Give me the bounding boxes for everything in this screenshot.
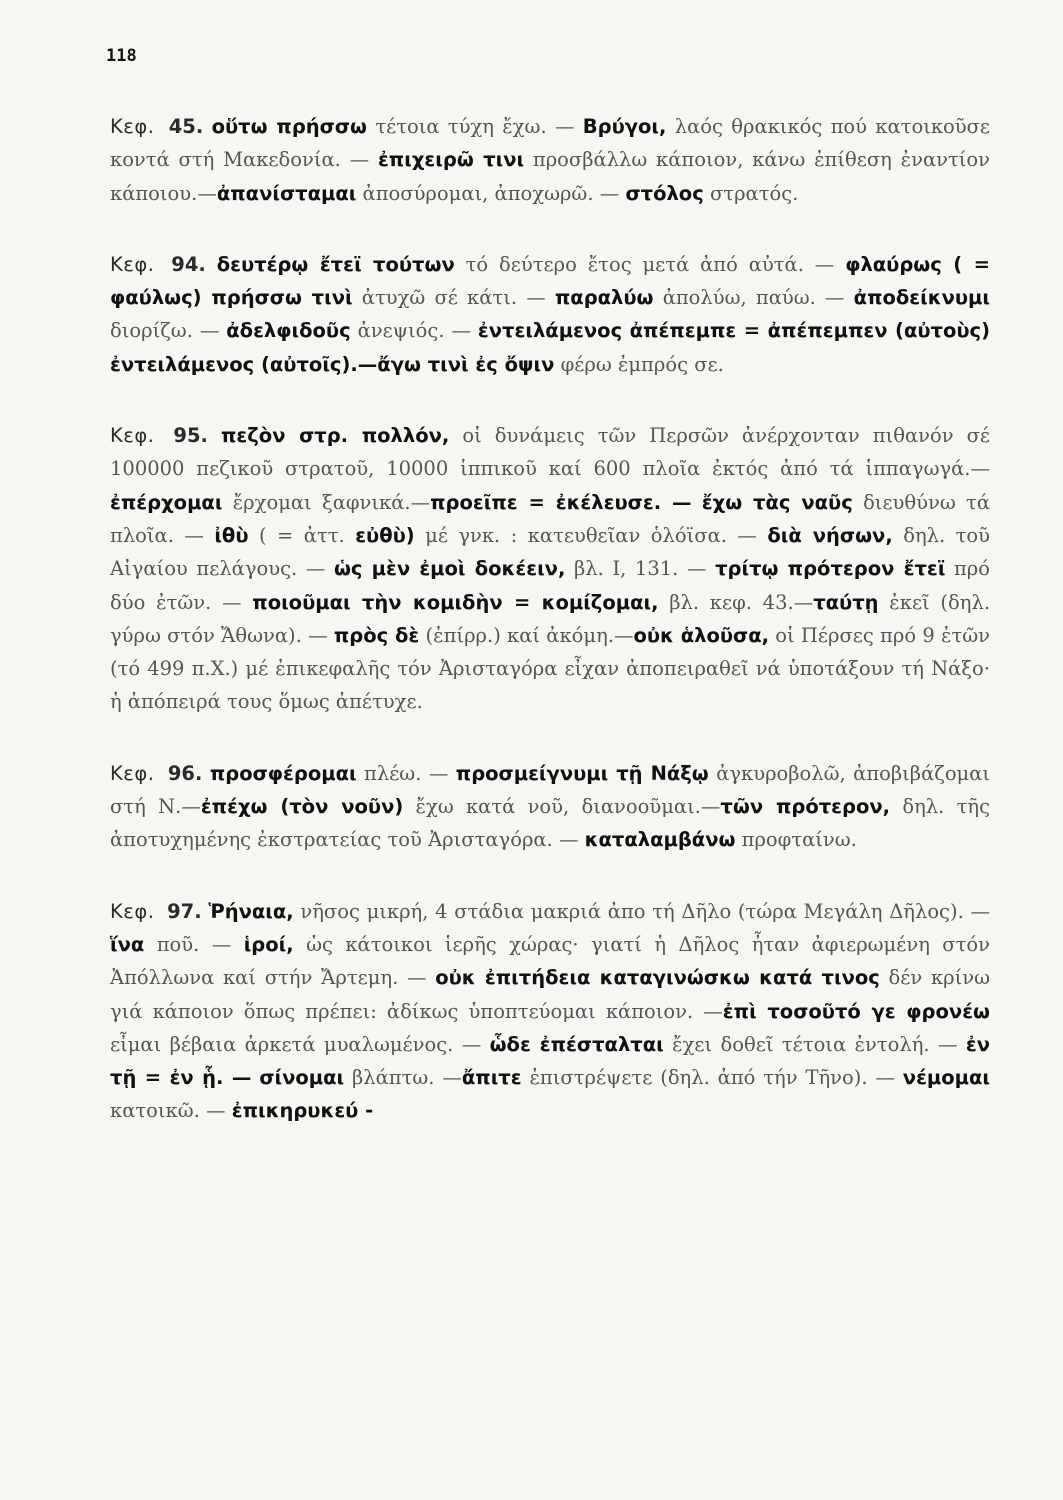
gloss-text: διορίζω. — [110, 319, 227, 343]
lemma: ἐπιχειρῶ τινι [377, 148, 525, 172]
chapter-number: 95. [173, 424, 208, 448]
lemma: ὡς μὲν ἐμοὶ δοκέειν, [333, 557, 566, 581]
entry-paragraph [110, 895, 990, 1128]
lemma: ἄπιτε [461, 1066, 522, 1090]
gloss-text: πρό δύο ἐτῶν. — [110, 557, 990, 614]
lemma: οὐκ ἐπιτήδεια καταγινώσκω κατά τινος [435, 966, 880, 990]
gloss-text: βλ. κεφ. 43.— [669, 590, 814, 614]
lemma: Ῥήναια, [208, 899, 294, 923]
lemma: ἐπέρχομαι [110, 490, 223, 514]
chapter-entry [110, 757, 990, 857]
page-number: 118 [106, 46, 137, 66]
lemma: ἐπέχω (τὸν νοῦν) [200, 795, 404, 819]
chapter-label: Κεφ. [110, 252, 155, 276]
entry-paragraph [110, 110, 990, 210]
lemma: ἀδελφιδοῦς [226, 319, 351, 343]
lemma: στόλος [625, 181, 704, 205]
gloss-text: ὡς κάτοικοι ἱερῆς χώρας· γιατί ἡ Δῆλος ἦταν ἀφιερωμένη στόν Ἀπόλλωνα καί στήν Ἄρτεμη. — [110, 932, 990, 990]
lemma: ἐπικηρυκεύ - [231, 1099, 374, 1123]
lemma: παραλύω [554, 286, 654, 310]
gloss-text: νῆσος μικρή, 4 στάδια μακριά ἀπο τή Δῆλο (τώρα Μεγάλη Δῆλος). — [300, 899, 990, 923]
chapter-entry [110, 248, 990, 381]
gloss-text: λαός θρακικός πού κατοικοῦσε κοντά στή Μακεδονία. — [110, 115, 991, 172]
gloss-text: ἀγκυροβολῶ, ἀποβιβάζομαι στή Ν.— [110, 761, 991, 819]
lemma: σίνομαι [259, 1066, 345, 1090]
gloss-text: ἔχω κατά νοῦ, διανοοῦμαι.— [415, 795, 721, 819]
gloss-text: προσβάλλω κάποιον, κάνω ἐπίθεση ἐναντίον κάποιου.— [110, 148, 991, 205]
chapter-entry [110, 110, 990, 210]
lemma: νέμομαι [902, 1066, 991, 1090]
gloss-text: δηλ. τῆς ἀποτυχημένης ἐκστρατείας τοῦ Ἀρισταγόρα. — [110, 795, 990, 852]
lemma: ταύτῃ [813, 590, 879, 614]
lemma: πρὸς δὲ [333, 623, 420, 647]
gloss-text: ἔχει δοθεῖ τέτοια ἐντολή. — [672, 1032, 966, 1056]
lemma: προσμείγνυμι τῇ Νάξῳ [455, 761, 709, 785]
gloss-text: οἱ δυνάμεις τῶν Περσῶν ἀνέρχονταν πιθανόν σέ 100000 πεζικοῦ στρατοῦ, 10000 ἱππικοῦ καί 600 πλοῖα ἐκτός ἀπό τά ἱππαγωγά.— [110, 424, 991, 481]
gloss-text: ἀποσύρομαι, ἀποχωρῶ. — [362, 181, 626, 205]
commentary-body [110, 110, 990, 1166]
lemma: ἀποδείκνυμι [853, 286, 990, 310]
lemma: Βρύγοι, [582, 115, 667, 138]
chapter-entry [110, 895, 990, 1128]
gloss-text: τέτοια τύχη ἔχω. — [375, 115, 583, 138]
gloss-text: ἀτυχῶ σέ κάτι. — [361, 286, 555, 310]
lemma: οὐκ ἁλοῦσα, [633, 623, 770, 647]
chapter-number: 97. [167, 899, 202, 923]
chapter-number: 96. [167, 761, 203, 785]
gloss-text: εἶμαι βέβαια ἀρκετά μυαλωμένος. — [110, 1032, 490, 1056]
gloss-text: ( = ἀττ. [258, 523, 356, 547]
chapter-label: Κεφ. [110, 115, 155, 138]
gloss-text: πλέω. — [364, 761, 456, 785]
lemma: οὕτω πρήσσω [211, 115, 367, 138]
gloss-text: μέ γνκ. : κατευθεῖαν ὁλόϊσα. — [425, 523, 768, 547]
gloss-text: ἀνεψιός. — [357, 319, 478, 343]
gloss-text: στρατός. [709, 181, 799, 205]
lemma: φλαύρως ( = φαύλως) πρήσσω τινὶ [110, 252, 991, 310]
gloss-text: ἔρχομαι ξαφνικά.— [232, 490, 431, 514]
gloss-text: φέρω ἐμπρός σε. [560, 352, 724, 376]
chapter-number: 94. [171, 252, 206, 276]
entry-paragraph [110, 248, 990, 381]
lemma: προεῖπε = ἐκέλευσε. — [430, 490, 692, 514]
lemma: ἵνα [110, 932, 145, 956]
gloss-text: ποῦ. — [156, 932, 244, 956]
lemma: πεζὸν στρ. πολλόν, [221, 424, 450, 448]
chapter-number: 45. [168, 115, 204, 138]
gloss-text: προφταίνω. [741, 828, 857, 852]
lemma: ἱροί, [243, 932, 294, 956]
lemma: δευτέρῳ ἔτεϊ τούτων [216, 252, 455, 276]
gloss-text: ἐκεῖ (δηλ. γύρω στόν Ἄθωνα). — [110, 590, 991, 647]
gloss-text: δηλ. τοῦ Αἰγαίου πελάγους. — [110, 523, 991, 581]
gloss-text: δέν κρίνω γιά κάποιον ὅπως πρέπει: ἀδίκως ὑποπτεύομαι κάποιον. — [110, 966, 991, 1023]
gloss-text: (ἐπίρρ.) καί ἀκόμη.— [425, 623, 634, 647]
gloss-text: ἐπιστρέψετε (δηλ. ἀπό τήν Τῆνο). — [529, 1066, 903, 1090]
lemma: ὧδε ἐπέσταλται [489, 1032, 664, 1056]
lemma: τρίτῳ πρότερον ἔτεϊ [715, 557, 946, 581]
chapter-entry [110, 419, 990, 719]
chapter-label: Κεφ. [110, 761, 155, 785]
lemma: διὰ νήσων, [767, 523, 893, 547]
lemma: ποιοῦμαι τὴν κομιδὴν = κομίζομαι, [252, 590, 659, 614]
entry-paragraph [110, 757, 990, 857]
lemma: ἐν τῇ = ἐν ᾗ. — [110, 1032, 990, 1090]
lemma: καταλαμβάνω [584, 828, 736, 852]
chapter-label: Κεφ. [110, 899, 155, 923]
gloss-text: ἀπολύω, παύω. — [662, 286, 854, 310]
lemma: ἔχω τὰς ναῦς [701, 490, 853, 514]
gloss-text: διευθύνω τά πλοῖα. — [110, 490, 991, 547]
gloss-text: τό δεύτερο ἔτος μετά ἀπό αὐτά. — [465, 252, 846, 276]
lemma: ἐπὶ τοσοῦτό γε φρονέω [722, 999, 990, 1023]
gloss-text: βλάπτω. — [352, 1066, 462, 1090]
lemma: προσφέρομαι [209, 761, 357, 785]
lemma: εὐθὺ) [355, 523, 415, 547]
lemma: ἰθὺ [214, 523, 249, 547]
gloss-text: κατοικῶ. — [110, 1099, 232, 1123]
chapter-label: Κεφ. [110, 424, 155, 448]
gloss-text: βλ. I, 131. — [573, 557, 716, 581]
lemma: ἐντειλάμενος ἀπέπεμπε = ἀπέπεμπεν (αὐτοὺς) ἐντειλάμενος (αὐτοῖς).—ἄγω τινὶ ἐς ὄψιν [110, 319, 990, 376]
entry-paragraph [110, 419, 990, 719]
lemma: ἀπανίσταμαι [216, 181, 357, 205]
lemma: τῶν πρότερον, [720, 795, 891, 819]
gloss-text: οἱ Πέρσες πρό 9 ἐτῶν (τό 499 π.Χ.) μέ ἐπικεφαλῆς τόν Ἀρισταγόρα εἶχαν ἀποπειραθεῖ νά ὑποτάξουν τή Νάξο· ἡ ἀπόπειρά τους ὅμως ἀπέτυχε. [110, 623, 990, 714]
